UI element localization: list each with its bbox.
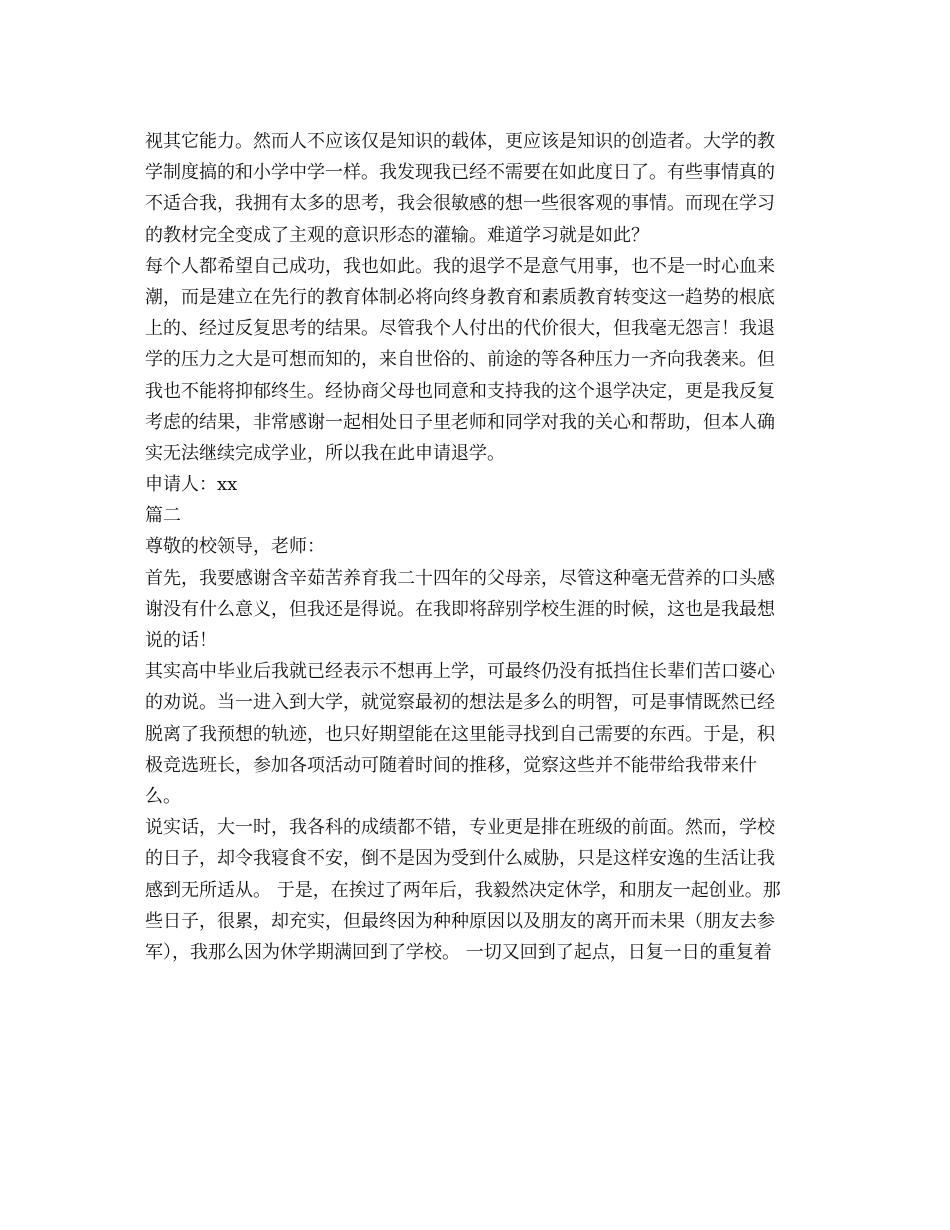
text-line: 些日子，很累，却充实，但最终因为种种原因以及朋友的离开而未果（朋友去参: [145, 910, 775, 932]
text-line: 上的、经过反复思考的结果。尽管我个人付出的代价很大，但我毫无怨言！我退: [145, 318, 775, 340]
text-line: 军），我那么因为休学期满回到了学校。 一切又回到了起点，日复一日的重复着: [145, 941, 772, 963]
text-line: 谢没有什么意义，但我还是得说。在我即将辞别学校生涯的时候，这也是我最想: [145, 598, 775, 620]
text-line: 说的话！: [145, 630, 217, 651]
text-line: 的劝说。当一进入到大学，就觉察最初的想法是多么的明智，可是事情既然已经: [145, 692, 775, 714]
text-line: 我也不能将抑郁终生。经协商父母也同意和支持我的这个退学决定，更是我反复: [145, 380, 775, 402]
text-line: 感到无所适从。 于是，在挨过了两年后，我毅然决定休学，和朋友一起创业。那: [145, 879, 781, 901]
text-line: 学制度搞的和小学中学一样。我发现我已经不需要在如此度日了。有些事情真的: [145, 162, 775, 184]
text-line: 首先，我要感谢含辛茹苦养育我二十四年的父母亲，尽管这种毫无营养的口头感: [145, 567, 775, 589]
text-line: 么。: [145, 785, 181, 807]
text-line: 脱离了我预想的轨迹，也只好期望能在这里能寻找到自己需要的东西。于是，积: [145, 723, 775, 745]
text-line: 潮，而是建立在先行的教育体制必将向终身教育和素质教育转变这一趋势的根底: [145, 286, 775, 308]
text-line: 实无法继续完成学业，所以我在此申请退学。: [145, 442, 505, 464]
text-line: 的教材完全变成了主观的意识形态的灌输。难道学习就是如此？: [145, 224, 649, 246]
text-line: 视其它能力。然而人不应该仅是知识的载体，更应该是知识的创造者。大学的教: [145, 131, 775, 152]
text-line: 其实高中毕业后我就已经表示不想再上学，可最终仍没有抵挡住长辈们苦口婆心: [145, 661, 775, 683]
text-line: 考虑的结果，非常感谢一起相处日子里老师和同学对我的关心和帮助，但本人确: [145, 411, 775, 433]
section-heading: 篇二: [145, 505, 181, 527]
text-line: 学的压力之大是可想而知的，来自世俗的、前途的等各种压力一齐向我袭来。但: [145, 349, 775, 371]
text-line: 说实话，大一时，我各科的成绩都不错，专业更是排在班级的前面。然而，学校: [145, 817, 775, 839]
document-body: [145, 126, 810, 968]
text-line: 不适合我，我拥有太多的思考，我会很敏感的想一些很客观的事情。而现在学习: [145, 193, 775, 215]
salutation: 尊敬的校领导，老师：: [145, 536, 325, 558]
text-line: 极竞选班长，参加各项活动可随着时间的推移，觉察这些并不能带给我带来什: [145, 754, 757, 776]
text-line: 的日子，却令我寝食不安，倒不是因为受到什么威胁，只是这样安逸的生活让我: [145, 848, 775, 870]
text-line: 每个人都希望自己成功，我也如此。我的退学不是意气用事，也不是一时心血来: [145, 255, 775, 277]
applicant-line: 申请人：xx: [145, 474, 238, 496]
